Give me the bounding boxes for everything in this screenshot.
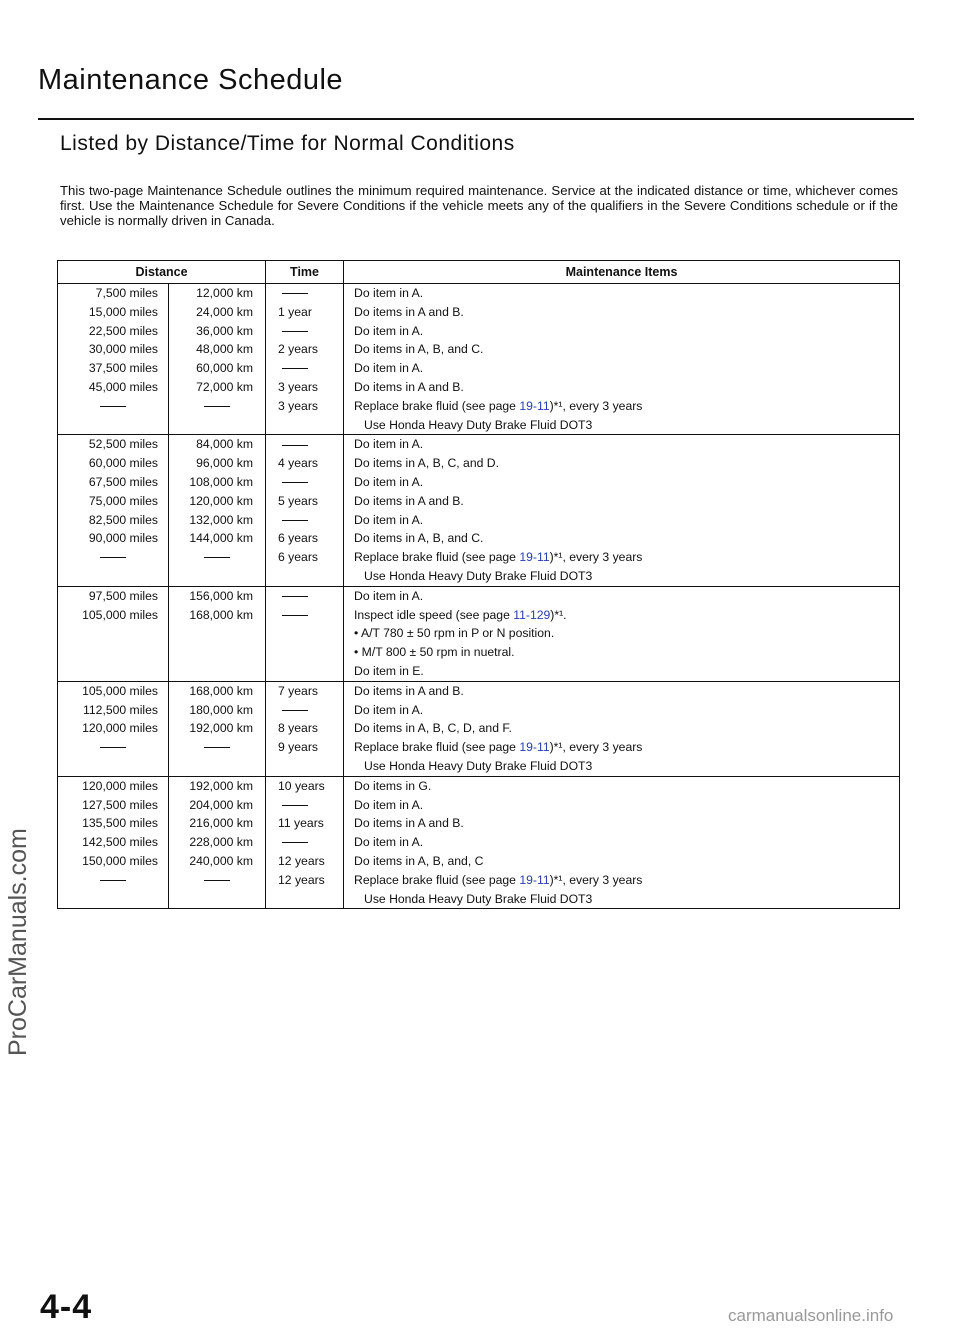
maintenance-item-line [344, 587, 899, 606]
page-reference-link[interactable]: 19-11 [519, 740, 550, 755]
item-text: )*¹, every 3 years [549, 872, 643, 887]
distance-miles-cell [58, 284, 169, 435]
distance-km-cell [169, 284, 266, 435]
page-reference-link[interactable]: 19-11 [519, 872, 550, 887]
distance-miles-cell-line: 7,500 miles [95, 286, 158, 300]
distance-km-cell-line: 192,000 km [189, 778, 254, 793]
distance-miles-cell-line: 112,500 miles [83, 702, 158, 717]
distance-miles-cell-line: 15,000 miles [88, 304, 158, 319]
item-text: )*¹, every 3 years [549, 550, 643, 565]
time-cell-line [266, 833, 343, 852]
maintenance-item-line [344, 852, 899, 871]
item-text: Use Honda Heavy Duty Brake Fluid DOT3 [364, 891, 593, 906]
distance-miles-cell-line: 135,500 miles [82, 816, 158, 831]
time-cell-line [266, 511, 343, 530]
distance-km-cell-line: 144,000 km [189, 531, 254, 546]
time-cell-line: 12 years [278, 872, 325, 887]
time-cell-line: 6 years [278, 531, 318, 546]
distance-km-cell-line: 48,000 km [196, 342, 254, 357]
distance-miles-cell-line: 45,000 miles [88, 379, 158, 394]
dash-mark [282, 331, 308, 332]
time-cell-line: 1 year [278, 304, 312, 319]
item-text: )*¹, every 3 years [549, 740, 643, 755]
page-title: Maintenance Schedule [38, 64, 344, 96]
maintenance-items-cell [344, 776, 900, 909]
distance-km-cell-line [169, 397, 265, 416]
maintenance-item-line [344, 454, 899, 473]
time-cell [266, 681, 344, 776]
time-cell-line: 10 years [278, 778, 325, 793]
distance-km-cell-line: 60,000 km [196, 361, 254, 376]
distance-km-cell-line [169, 548, 265, 567]
distance-miles-cell-line: 97,500 miles [88, 588, 158, 603]
schedule-group-row [58, 284, 900, 435]
maintenance-item-line [344, 378, 899, 397]
distance-km-cell-line: 180,000 km [189, 702, 254, 717]
distance-km-cell-line: 132,000 km [189, 512, 254, 527]
dash-mark [100, 880, 126, 881]
distance-miles-cell-line: 67,500 miles [88, 474, 158, 489]
distance-km-cell-line: 156,000 km [189, 588, 254, 603]
header-time: Time [266, 261, 344, 284]
item-text: Do item in A. [354, 361, 424, 376]
distance-miles-cell [58, 681, 169, 776]
item-text: • A/T 780 ± 50 rpm in P or N position. [354, 626, 555, 641]
dash-mark [282, 520, 308, 521]
dash-mark [100, 747, 126, 748]
dash-mark [282, 842, 308, 843]
maintenance-item-line [344, 833, 899, 852]
time-cell [266, 435, 344, 586]
maintenance-item-line [344, 624, 899, 643]
distance-miles-cell-line: 52,500 miles [88, 437, 158, 452]
item-text: Replace brake fluid (see page [354, 550, 520, 565]
time-cell-line [266, 435, 343, 454]
distance-miles-cell-line [58, 548, 168, 567]
item-text: Do item in A. [354, 835, 424, 850]
maintenance-item-line [344, 511, 899, 530]
time-cell-line: 9 years [278, 740, 318, 755]
schedule-group-row [58, 776, 900, 909]
distance-km-cell-line: 216,000 km [189, 816, 254, 831]
item-text: Do items in A, B, C, D, and F. [354, 721, 512, 736]
distance-miles-cell-line [58, 871, 168, 890]
schedule-group-row [58, 435, 900, 586]
distance-miles-cell-line: 60,000 miles [88, 456, 158, 471]
item-text: Do items in A and B. [354, 816, 464, 831]
maintenance-item-line [344, 814, 899, 833]
maintenance-item-line [344, 757, 899, 776]
item-text: Inspect idle speed (see page [354, 607, 514, 622]
time-cell-line: 3 years [278, 398, 318, 413]
item-text: )*¹. [550, 607, 567, 622]
item-text: Use Honda Heavy Duty Brake Fluid DOT3 [364, 417, 593, 432]
footer-site-label: carmanualsonline.info [728, 1306, 894, 1325]
distance-miles-cell-line: 90,000 miles [88, 531, 158, 546]
distance-miles-cell-line: 127,500 miles [82, 797, 158, 812]
distance-km-cell [169, 435, 266, 586]
dash-mark [282, 805, 308, 806]
maintenance-item-line [344, 682, 899, 701]
maintenance-schedule-table [57, 260, 900, 909]
distance-km-cell-line: 168,000 km [189, 607, 254, 622]
distance-miles-cell-line [58, 397, 168, 416]
title-divider [38, 118, 914, 120]
schedule-group-row [58, 681, 900, 776]
distance-km-cell [169, 681, 266, 776]
distance-km-cell-line [169, 871, 265, 890]
maintenance-item-line [344, 284, 899, 303]
header-distance: Distance [58, 261, 266, 284]
time-cell-line [266, 284, 343, 303]
maintenance-item-line [344, 397, 899, 416]
distance-miles-cell-line: 120,000 miles [82, 778, 158, 793]
dash-mark [100, 406, 126, 407]
item-text: Do items in A, B, and C. [354, 342, 484, 357]
dash-mark [100, 557, 126, 558]
distance-miles-cell-line: 105,000 miles [82, 683, 158, 698]
page-reference-link[interactable]: 19-11 [519, 550, 550, 565]
intro-paragraph: This two-page Maintenance Schedule outlines the minimum required maintenance. Service at the indicated distance or time, whichever comes first. Use the Maintenance Schedule for Severe Conditions if the vehicle meets any of the qualifiers in the Severe Conditions schedule or if the vehicle is normally driven in Canada. [60, 183, 898, 228]
distance-miles-cell [58, 586, 169, 681]
item-text: )*¹, every 3 years [549, 398, 643, 413]
distance-km-cell [169, 776, 266, 909]
item-text: Replace brake fluid (see page [354, 398, 520, 413]
dash-mark [204, 880, 230, 881]
time-cell [266, 776, 344, 909]
item-text: Use Honda Heavy Duty Brake Fluid DOT3 [364, 758, 593, 773]
dash-mark [282, 293, 308, 294]
distance-km-cell-line: 168,000 km [189, 683, 254, 698]
distance-miles-cell-line [58, 738, 168, 757]
item-text: Replace brake fluid (see page [354, 872, 520, 887]
distance-miles-cell-line: 82,500 miles [88, 512, 158, 527]
time-cell-line: 11 years [278, 816, 324, 831]
dash-mark [204, 406, 230, 407]
item-text: Do item in A. [354, 512, 424, 527]
distance-km-cell-line: 36,000 km [196, 323, 254, 338]
item-text: Do item in A. [354, 437, 424, 452]
maintenance-item-line [344, 473, 899, 492]
time-cell-line [266, 587, 343, 606]
time-cell [266, 284, 344, 435]
distance-km-cell [169, 586, 266, 681]
distance-km-cell-line: 12,000 km [196, 286, 254, 300]
distance-miles-cell [58, 435, 169, 586]
maintenance-item-line [344, 796, 899, 815]
time-cell-line [266, 606, 343, 625]
time-cell-line: 7 years [278, 683, 318, 698]
distance-miles-cell-line: 150,000 miles [82, 853, 158, 868]
item-text: Do item in E. [354, 663, 424, 678]
maintenance-item-line [344, 359, 899, 378]
distance-km-cell-line: 84,000 km [196, 437, 254, 452]
maintenance-item-line [344, 719, 899, 738]
maintenance-items-cell [344, 681, 900, 776]
item-text: Do item in A. [354, 323, 424, 338]
time-cell-line: 8 years [278, 721, 318, 736]
distance-miles-cell-line: 75,000 miles [88, 493, 158, 508]
maintenance-item-line [344, 738, 899, 757]
maintenance-item-line [344, 322, 899, 341]
page-number: 4-4 [40, 1288, 93, 1326]
maintenance-item-line [344, 435, 899, 454]
distance-miles-cell-line: 105,000 miles [82, 607, 158, 622]
maintenance-item-line [344, 529, 899, 548]
maintenance-item-line [344, 548, 899, 567]
distance-km-cell-line: 24,000 km [196, 304, 254, 319]
item-text: Do item in A. [354, 702, 424, 717]
maintenance-item-line [344, 643, 899, 662]
dash-mark [204, 557, 230, 558]
time-cell-line [266, 473, 343, 492]
dash-mark [282, 710, 308, 711]
time-cell-line: 12 years [278, 853, 325, 868]
distance-miles-cell-line: 120,000 miles [82, 721, 158, 736]
item-text: Do items in G. [354, 778, 432, 793]
distance-miles-cell-line: 22,500 miles [88, 323, 158, 338]
time-cell-line: 3 years [278, 379, 318, 394]
dash-mark [282, 615, 308, 616]
header-maintenance-items: Maintenance Items [344, 261, 900, 284]
item-text: Do items in A, B, C, and D. [354, 456, 499, 471]
time-cell-line: 6 years [278, 550, 318, 565]
item-text: Replace brake fluid (see page [354, 740, 520, 755]
maintenance-item-line [344, 416, 899, 435]
page-reference-link[interactable]: 11-129 [513, 607, 551, 622]
distance-km-cell-line: 120,000 km [189, 493, 254, 508]
maintenance-item-line [344, 890, 899, 909]
maintenance-items-cell [344, 435, 900, 586]
time-cell [266, 586, 344, 681]
item-text: Do items in A and B. [354, 379, 464, 394]
time-cell-line: 4 years [278, 456, 318, 471]
maintenance-items-cell [344, 284, 900, 435]
item-text: Do items in A, B, and, C [354, 853, 484, 868]
dash-mark [282, 482, 308, 483]
item-text: • M/T 800 ± 50 rpm in nuetral. [354, 645, 515, 660]
maintenance-item-line [344, 662, 899, 681]
distance-miles-cell [58, 776, 169, 909]
maintenance-item-line [344, 606, 899, 625]
time-cell-line [266, 322, 343, 341]
distance-km-cell-line: 192,000 km [189, 721, 254, 736]
maintenance-item-line [344, 303, 899, 322]
table-header-row [58, 261, 900, 284]
distance-km-cell-line: 72,000 km [196, 379, 254, 394]
distance-miles-cell-line: 30,000 miles [88, 342, 158, 357]
distance-miles-cell-line: 142,500 miles [82, 835, 158, 850]
item-text: Use Honda Heavy Duty Brake Fluid DOT3 [364, 568, 593, 583]
time-cell-line [266, 359, 343, 378]
section-subtitle: Listed by Distance/Time for Normal Conditions [60, 132, 515, 155]
distance-km-cell-line [169, 738, 265, 757]
distance-km-cell-line: 228,000 km [189, 835, 254, 850]
distance-km-cell-line: 240,000 km [189, 853, 254, 868]
maintenance-item-line [344, 567, 899, 586]
time-cell-line [266, 796, 343, 815]
distance-km-cell-line: 96,000 km [196, 456, 254, 471]
time-cell-line: 2 years [278, 342, 318, 357]
dash-mark [282, 596, 308, 597]
maintenance-item-line [344, 701, 899, 720]
maintenance-item-line [344, 777, 899, 796]
page-reference-link[interactable]: 19-11 [519, 398, 550, 413]
item-text: Do items in A and B. [354, 683, 464, 698]
distance-km-cell-line: 204,000 km [189, 797, 254, 812]
item-text: Do items in A and B. [354, 493, 464, 508]
site-watermark: ProCarManuals.com [4, 828, 32, 1056]
maintenance-item-line [344, 871, 899, 890]
maintenance-item-line [344, 492, 899, 511]
time-cell-line: 5 years [278, 493, 318, 508]
distance-km-cell-line: 108,000 km [189, 474, 254, 489]
item-text: Do items in A and B. [354, 304, 464, 319]
dash-mark [282, 368, 308, 369]
maintenance-items-cell [344, 586, 900, 681]
distance-miles-cell-line: 37,500 miles [88, 361, 158, 376]
dash-mark [282, 445, 308, 446]
item-text: Do items in A, B, and C. [354, 531, 484, 546]
item-text: Do item in A. [354, 588, 424, 603]
dash-mark [204, 747, 230, 748]
schedule-group-row [58, 586, 900, 681]
item-text: Do item in A. [354, 286, 424, 300]
time-cell-line [266, 701, 343, 720]
maintenance-item-line [344, 340, 899, 359]
item-text: Do item in A. [354, 474, 424, 489]
item-text: Do item in A. [354, 797, 424, 812]
